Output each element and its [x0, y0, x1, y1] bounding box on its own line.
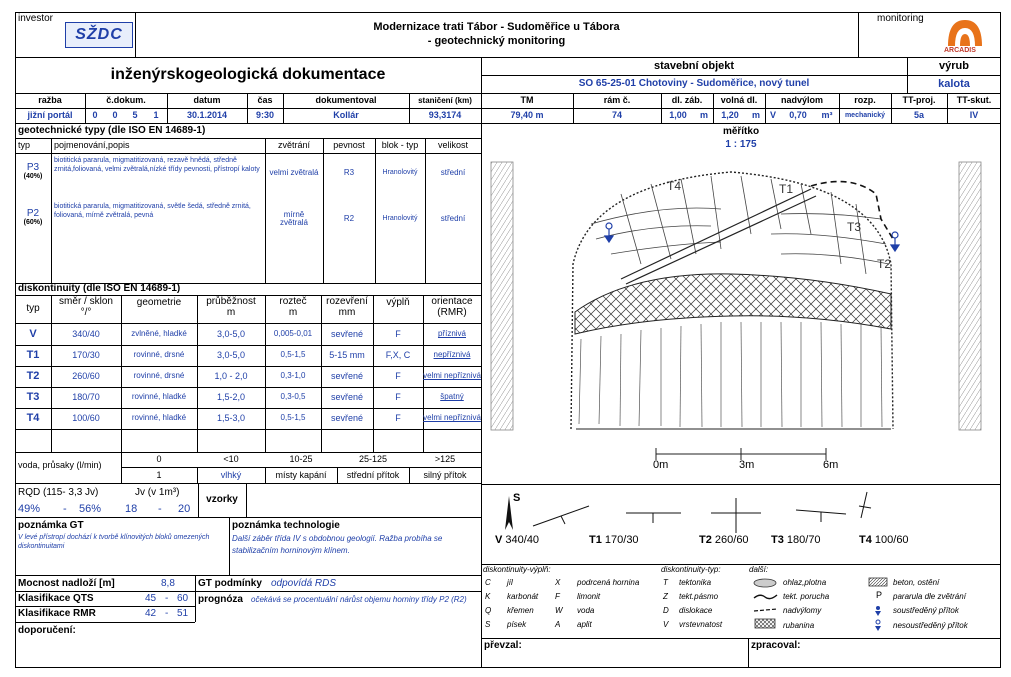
dh-typ: typ: [26, 302, 40, 314]
disc-cell-orientace: nepříznivá: [433, 350, 471, 360]
tech-note-text: Další záběr třída IV s obdobnou geologií. Ražba probíha se stabilizačním horninovým klínem.: [232, 534, 443, 555]
mocnost-value: 8,8: [161, 578, 175, 589]
legend-dalsi-item: tekt. porucha: [783, 592, 830, 601]
dh-orientace-label: orientace: [431, 296, 473, 307]
legend-vypln-key: W: [555, 606, 563, 615]
stereo-item-value: 260/60: [714, 534, 749, 546]
h-volna: volná dl.: [720, 95, 758, 106]
geo-types-title: geotechnické typy (dle ISO EN 14689-1): [18, 124, 206, 136]
gt-podminky-label: GT podmínky: [198, 578, 262, 589]
zpracoval-label: zpracoval:: [751, 640, 801, 651]
geo-types-table: [15, 124, 481, 284]
geo-row-desc: biotitická pararula, migmatitizovaná, rezavě hnědá, středně zrnitá,foliovaná, velmi zvětralá,nízké třídy pevnosti, přístropí kaloty: [54, 157, 260, 173]
geo-typ-code: P3: [26, 162, 40, 173]
gt-podminky-value: odpovídá RDS: [271, 578, 337, 589]
disc-cell-orientace: špatný: [440, 392, 464, 402]
monitoring-label: monitoring: [877, 13, 924, 24]
meritko-label: měřítko: [722, 125, 760, 137]
water-value: 25-125: [358, 453, 388, 464]
rqd-row: [15, 484, 481, 518]
legend-vypln-value: aplit: [577, 620, 592, 629]
gh-velikost: velikost: [437, 140, 468, 151]
water-value: 10-25: [289, 453, 313, 464]
legend-typ-key: Z: [663, 592, 668, 601]
disc-cell-vypln: F: [395, 328, 401, 339]
stereo-item-value: 340/40: [505, 534, 540, 546]
disc-cell-typ: T4: [26, 411, 40, 424]
left-frame: [491, 162, 513, 430]
legend-vypln-key: K: [485, 592, 491, 601]
water-desc: místy kapání: [275, 469, 327, 480]
arcadis-text: ARCADIS: [944, 47, 976, 54]
mocnost-label: Mocnost nadloží [m]: [18, 578, 115, 589]
qts-max: 60: [177, 593, 189, 604]
legend-dalsi-title: další:: [749, 565, 769, 574]
stereo-item: [495, 534, 539, 546]
dh-rozevreni-unit: mm: [338, 307, 356, 318]
v-dokum-1: 0: [112, 110, 118, 121]
disc-cell-prubeznost: 3,0-5,0: [216, 328, 246, 339]
rqd-dash: -: [63, 503, 67, 515]
water-value: 0: [156, 453, 162, 464]
dh-orientace-unit: (RMR): [437, 307, 467, 318]
v-rozp: mechanický: [844, 112, 886, 120]
disc-cell-prubeznost: 1,5-2,0: [216, 391, 246, 402]
classification: [15, 576, 481, 668]
legend-vypln-value: limonit: [577, 592, 601, 601]
investor-label: investor: [18, 13, 54, 24]
dh-prubeznost: [197, 296, 265, 322]
v-tm: 79,40 m: [510, 110, 544, 121]
project-title-line1: Modernizace trati Tábor - Sudoměřice u Tábora: [373, 21, 620, 33]
geo-row-pevnost: R2: [343, 213, 355, 223]
disc-cell-smer: 180/70: [72, 391, 100, 402]
rqd-min: 49%: [18, 503, 41, 515]
disc-cell-roztec: 0,005-0,01: [273, 329, 313, 339]
geo-typ-code: P2: [26, 208, 40, 219]
legend-vypln-value: podrcená hornina: [577, 578, 640, 587]
v-nadvylom: 0,70: [789, 110, 807, 121]
dh-smer: [51, 296, 121, 322]
legend-vypln-value: písek: [507, 620, 527, 629]
scale-label-6: 6m: [823, 459, 839, 471]
legend-dalsi2-item: pararula dle zvětrání: [893, 592, 966, 601]
title-row: [15, 58, 1001, 94]
gh-blok: blok - typ: [381, 140, 419, 151]
stereo-item-name: T1: [589, 534, 602, 546]
jv-max: 20: [178, 503, 191, 515]
legend-symbols-1: [751, 576, 781, 636]
stereo-item: [771, 534, 821, 546]
disc-cell-typ: T2: [26, 369, 40, 382]
gh-typ: typ: [18, 140, 31, 151]
disc-cell-typ: T3: [26, 390, 40, 403]
v-dokum-3: 1: [153, 110, 159, 121]
h-ttproj: TT-proj.: [902, 95, 936, 106]
header: [15, 12, 1001, 58]
dh-roztec: [265, 296, 321, 322]
object-value: SO 65-25-01 Chotoviny - Sudoměřice, nový tunel: [578, 78, 810, 90]
stereo-item: [859, 534, 909, 546]
stereo-item: [699, 534, 749, 546]
legend-vypln-key: Q: [485, 606, 492, 615]
disc-cell-prubeznost: 1,5-3,0: [216, 412, 246, 423]
jv-dash: -: [158, 503, 162, 515]
disc-cell-geometrie: zvlněné, hladké: [131, 329, 187, 339]
disc-cell-prubeznost: 3,0-5,0: [216, 349, 246, 360]
disc-cell-typ: T1: [26, 348, 40, 361]
legend-p-symbol: P: [876, 590, 883, 600]
legend-vypln-key: C: [485, 578, 491, 587]
water-desc: vlhký: [220, 469, 242, 480]
dh-vypln: výplň: [386, 296, 410, 308]
label-t3: T3: [847, 220, 862, 234]
h-dlzab: dl. záb.: [671, 95, 703, 106]
qts-min: 45: [145, 593, 157, 604]
h-rozp: rozp.: [854, 95, 876, 106]
object-label: stavební objekt: [653, 59, 735, 72]
geo-row-pevnost: R3: [343, 167, 355, 177]
disc-cell-typ: V: [29, 327, 37, 340]
legend-typ-title: diskontinuity-typ:: [661, 565, 721, 574]
legend-vypln-value: karbonát: [507, 592, 539, 601]
legend-typ-value: vrstevnatost: [679, 620, 723, 629]
legend-vypln-key: S: [485, 620, 491, 629]
water-row: [15, 452, 481, 484]
legend-typ-key: D: [663, 606, 669, 615]
t1-fracture: [621, 189, 816, 284]
dh-rozevreni: [321, 296, 373, 322]
h-tm: TM: [520, 95, 534, 106]
disc-cell-smer: 170/30: [72, 349, 100, 360]
legend-dalsi-item: ohlaz,plotna: [783, 578, 827, 587]
legend-typ-value: dislokace: [679, 606, 713, 615]
water-label: voda, průsaky (l/min): [18, 460, 102, 471]
right-frame: [959, 162, 981, 430]
v-volna: 1,20: [721, 110, 739, 121]
v-razba: jižní portál: [27, 110, 73, 121]
v-dlzab: 1,00: [669, 110, 687, 121]
disc-cell-roztec: 0,3-0,5: [280, 392, 306, 402]
tunnel-face-drawing: [481, 124, 1001, 484]
stereo-item-value: 100/60: [874, 534, 909, 546]
meritko-value: 1 : 175: [725, 138, 757, 150]
disc-cell-smer: 100/60: [72, 412, 100, 423]
legend-dalsi2-item: beton, ostění: [893, 578, 940, 587]
v-ttproj: 5a: [913, 110, 924, 121]
v-dokum-2: 5: [132, 110, 138, 121]
dh-smer-label: směr / sklon: [59, 296, 113, 307]
stereo-item-name: V: [495, 534, 503, 546]
prognoza-value: očekává se procentuální nárůst objemu horniny třídy P2 (R2): [251, 595, 467, 604]
label-t1: T1: [779, 182, 794, 196]
h-datum: datum: [193, 95, 221, 106]
h-nadvylom: nadvýlom: [780, 95, 823, 106]
gt-note-label: poznámka GT: [18, 520, 84, 531]
v-dokumentoval: Kollár: [333, 110, 359, 121]
info-row: [15, 94, 1001, 124]
geo-row-zvetrani: velmi zvětralá: [269, 167, 319, 177]
water-inflow-left: [605, 223, 613, 242]
doporuceni-label: doporučení:: [18, 625, 76, 636]
water-desc: 1: [156, 469, 162, 480]
geo-row-velikost: střední: [440, 167, 466, 177]
vyrub-value: kalota: [938, 77, 970, 90]
rqd-max: 56%: [79, 503, 102, 515]
h-ttskut: TT-skut.: [956, 95, 992, 106]
disc-cell-roztec: 0,5-1,5: [280, 350, 306, 360]
dh-geometrie: geometrie: [136, 296, 182, 308]
v-cas: 9:30: [255, 110, 274, 121]
legend: [481, 564, 1001, 638]
szdc-logo-text: SŽDC: [75, 26, 123, 43]
v-dlzab-unit: m: [699, 110, 708, 121]
geo-row-desc: biotitická pararula, migmatitizovaná, světle šedá, středně zrnitá, foliovaná, mírně zvětralá, pevná: [54, 203, 251, 219]
geo-row-typ: [15, 208, 51, 226]
drawing-area: [481, 124, 1001, 484]
legend-typ-value: tekt.pásmo: [679, 592, 719, 601]
qts-label: Klasifikace QTS: [18, 593, 94, 604]
disc-cell-geometrie: rovinné, hladké: [131, 392, 187, 402]
disc-cell-geometrie: rovinné, drsné: [133, 371, 185, 381]
geo-row-velikost: střední: [440, 213, 466, 223]
water-desc: silný přítok: [423, 469, 467, 480]
label-t4: T4: [667, 179, 682, 193]
legend-vypln-title: diskontinuity-výplň:: [483, 565, 551, 574]
legend-typ-value: tektonika: [679, 578, 712, 587]
lower-face-lines: [579, 322, 882, 427]
dh-roztec-unit: m: [288, 307, 298, 318]
legend-vypln-key: F: [555, 592, 560, 601]
legend-dalsi-item: nadvýlomy: [783, 606, 822, 615]
v-nadvylom-unit: m³: [821, 110, 833, 121]
gh-zvetrani: zvětrání: [277, 140, 310, 151]
v-datum: 30.1.2014: [186, 110, 228, 121]
disc-cell-rozevreni: sevřené: [330, 370, 364, 381]
h-ram: rám č.: [603, 95, 631, 106]
arcadis-logo: [940, 16, 990, 56]
v-ttskut: IV: [969, 110, 979, 121]
geo-typ-pct: (60%): [23, 219, 43, 226]
rqd-label: RQD (115- 3,3 Jv): [18, 487, 99, 498]
legend-vypln-value: křemen: [507, 606, 534, 615]
v-dokum-0: 0: [92, 110, 98, 121]
v-volna-unit: m: [751, 110, 760, 121]
legend-typ-key: T: [663, 578, 668, 587]
disc-cell-prubeznost: 1,0 - 2,0: [214, 370, 248, 381]
gh-pevnost: pevnost: [333, 140, 365, 151]
legend-dalsi2-item: nesoustředěný přítok: [893, 621, 968, 630]
dh-prubeznost-label: průběžnost: [206, 296, 256, 307]
disc-cell-rozevreni: 5-15 mm: [329, 349, 365, 360]
page-title: inženýrskogeologická dokumentace: [110, 66, 386, 84]
notes-row: [15, 518, 481, 576]
legend-vypln-value: jíl: [507, 578, 513, 587]
disc-cell-vypln: F: [395, 391, 401, 402]
stereo-item-value: 170/30: [604, 534, 639, 546]
v-staniceni: 93,3174: [428, 110, 462, 121]
water-desc: střední přítok: [346, 469, 400, 480]
prognoza-label: prognóza: [198, 594, 243, 605]
project-title: [135, 20, 858, 48]
dh-prubeznost-unit: m: [226, 307, 236, 318]
legend-vypln-key: A: [555, 620, 561, 629]
jv-label: Jv (v 1m³): [135, 487, 180, 498]
qts-dash: -: [165, 593, 169, 604]
crown-hatching: [591, 176, 892, 274]
disc-cell-geometrie: rovinné, drsné: [133, 350, 185, 360]
stereo-item-value: 180/70: [786, 534, 821, 546]
vyrub-label: výrub: [939, 59, 969, 72]
gh-desc: pojmenování,popis: [54, 140, 130, 151]
disc-cell-roztec: 0,5-1,5: [280, 413, 306, 423]
legend-typ-key: V: [663, 620, 669, 629]
h-cas: čas: [257, 95, 273, 106]
h-dokum: č.dokum.: [106, 95, 146, 106]
vzorky-label: vzorky: [206, 494, 238, 506]
legend-symbols-2: [867, 576, 891, 636]
north-label: S: [513, 492, 521, 504]
disc-cell-vypln: F,X, C: [385, 349, 411, 360]
legend-vypln-value: voda: [577, 606, 595, 615]
scale-label-3: 3m: [739, 459, 755, 471]
water-inflow-right: [891, 232, 899, 251]
geo-row-blok: Hranolovitý: [382, 215, 418, 223]
v-nadvylom-v: V: [769, 110, 776, 121]
geo-typ-pct: (40%): [23, 173, 43, 180]
gt-note-text: V levé přístropí dochází k tvorbě klínovitých bloků omezených diskontinuitami: [18, 534, 210, 550]
disc-cell-vypln: F: [395, 370, 401, 381]
szdc-logo: [65, 22, 133, 48]
water-value: >125: [434, 453, 456, 464]
jv-min: 18: [125, 503, 138, 515]
disc-cell-smer: 260/60: [72, 370, 100, 381]
h-dokumentoval: dokumentoval: [315, 95, 377, 106]
project-title-line2: - geotechnický monitoring: [427, 35, 566, 47]
legend-dalsi2-item: soustředěný přítok: [893, 606, 959, 615]
dh-orientace: [423, 296, 481, 322]
disc-title: diskontinuity (dle ISO EN 14689-1): [18, 282, 181, 294]
disc-cell-rozevreni: sevřené: [330, 328, 364, 339]
h-razba: ražba: [38, 95, 62, 106]
scale-label-0: 0m: [653, 459, 669, 471]
dh-rozevreni-label: rozevření: [326, 296, 368, 307]
stereo-item-name: T2: [699, 534, 712, 546]
disc-cell-orientace: velmi nepříznivá: [423, 371, 481, 381]
tech-note-label: poznámka technologie: [232, 520, 340, 531]
disc-cell-geometrie: rovinné, hladké: [131, 413, 187, 423]
dh-roztec-label: rozteč: [279, 296, 307, 307]
rmr-min: 42: [145, 608, 157, 619]
stereo-item: [589, 534, 639, 546]
water-value: <10: [223, 453, 239, 464]
legend-dalsi-item: rubanina: [783, 621, 815, 630]
prevzal-label: převzal:: [484, 640, 522, 651]
orientation-row: [481, 484, 1001, 564]
rmr-label: Klasifikace RMR: [18, 608, 96, 619]
geo-row-typ: [15, 162, 51, 180]
h-staniceni: staničení (km): [418, 95, 472, 105]
rmr-dash: -: [165, 608, 169, 619]
disc-cell-roztec: 0,3-1,0: [280, 371, 306, 381]
geo-row-zvetrani: mírně zvětralá: [279, 209, 308, 227]
dh-smer-unit: °/°: [80, 307, 92, 318]
label-t2: T2: [877, 257, 892, 271]
disc-cell-rozevreni: sevřené: [330, 391, 364, 402]
orientation-symbols: [521, 488, 1001, 533]
v-ram: 74: [611, 110, 622, 121]
rmr-max: 51: [177, 608, 189, 619]
rubble-band: [575, 274, 891, 334]
stereo-item-name: T4: [859, 534, 872, 546]
legend-vypln-key: X: [555, 578, 561, 587]
disc-cell-orientace: příznivá: [437, 329, 466, 339]
disc-cell-orientace: velmi nepříznivá: [423, 413, 481, 423]
geo-row-blok: Hranolovitý: [382, 169, 418, 177]
stereo-item-name: T3: [771, 534, 784, 546]
disc-cell-smer: 340/40: [72, 328, 100, 339]
disc-cell-rozevreni: sevřené: [330, 412, 364, 423]
discontinuities-table: [15, 283, 481, 453]
disc-cell-vypln: F: [395, 412, 401, 423]
